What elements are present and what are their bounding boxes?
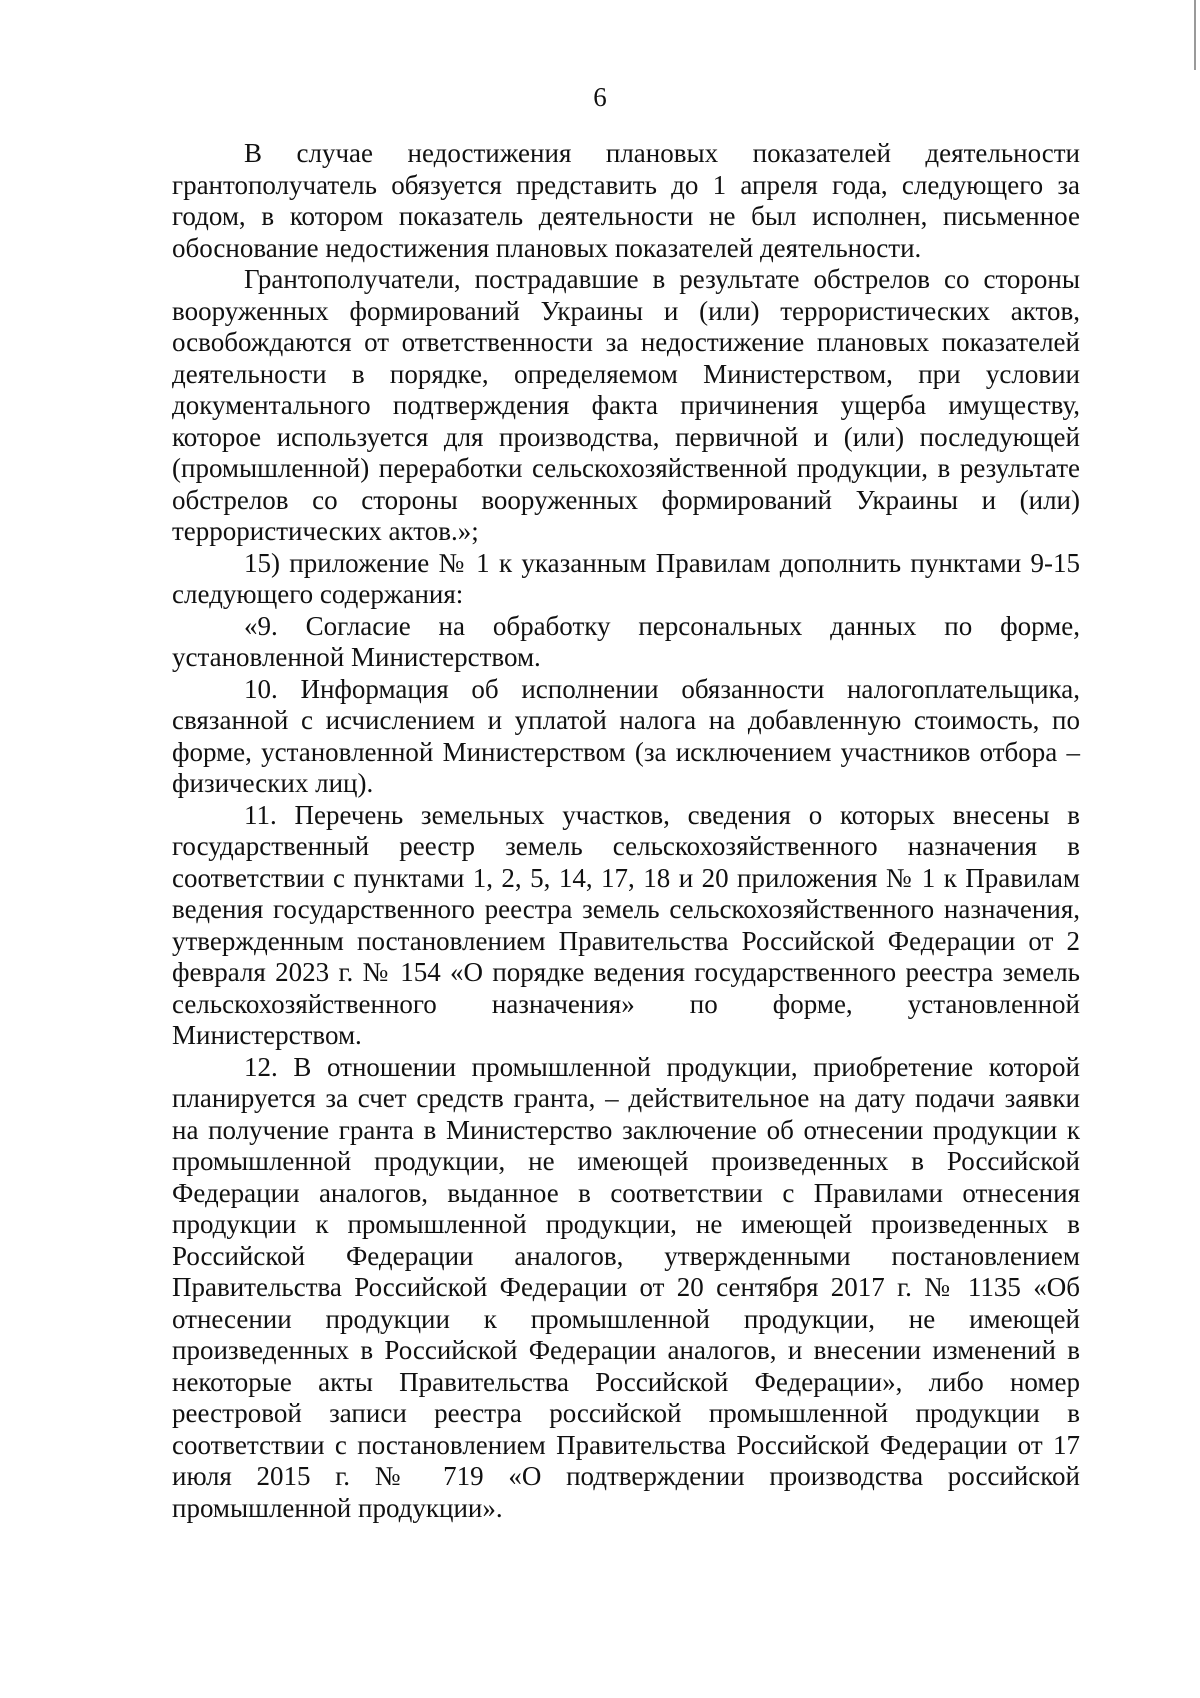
paragraph-shelling-exemption: Грантополучатели, пострадавшие в результате обстрелов со стороны вооруженных формирований Украины и (или) террористических актов, освобождаются от ответственности за недостижение плановых показателей деятельности в порядке, определяемом Министерством, при условии документального подтверждения факта причинения ущерба имуществу, которое используется для производства, первичной и (или) последующей (промышленной) переработки сельскохозяйственной продукции, в результате обстрелов со стороны вооруженных формирований Украины и (или) террористических актов.»; bbox=[172, 264, 1080, 546]
paragraph-point-12: 12. В отношении промышленной продукции, приобретение которой планируется за счет средств гранта, – действительное на дату подачи заявки на получение гранта в Министерство заключение об отнесении продукции к промышленной продукции, не имеющей произведенных в Российской Федерации аналогов, выданное в соответствии с Правилами отнесения продукции к промышленной продукции, не имеющей произведенных в Российской Федерации аналогов, утвержденными постановлением Правительства Российской Федерации от 20 сентября 2017 г. № 1135 «Об отнесении продукции к промышленной продукции, не имеющей произведенных в Российской Федерации аналогов, и внесении изменений в некоторые акты Правительства Российской Федерации», либо номер реестровой записи реестра российской промышленной продукции в соответствии с постановлением Правительства Российской Федерации от 17 июля 2015 г. № 719 «О подтверждении производства российской промышленной продукции». bbox=[172, 1051, 1080, 1523]
paragraph-point-11: 11. Перечень земельных участков, сведения о которых внесены в государственный реестр земель сельскохозяйственного назначения в соответствии с пунктами 1, 2, 5, 14, 17, 18 и 20 приложения № 1 к Правилам ведения государственного реестра земель сельскохозяйственного назначения, утвержденным постановлением Правительства Российской Федерации от 2 февраля 2023 г. № 154 «О порядке ведения государственного реестра земель сельскохозяйственного назначения» по форме, установленной Министерством. bbox=[172, 799, 1080, 1050]
paragraph-plan-indicators: В случае недостижения плановых показателей деятельности грантополучатель обязуется представить до 1 апреля года, следующего за годом, в котором показатель деятельности не был исполнен, письменное обоснование недостижения плановых показателей деятельности. bbox=[172, 138, 1080, 263]
page-number: 6 bbox=[593, 82, 607, 112]
paragraph-item-15: 15) приложение № 1 к указанным Правилам дополнить пунктами 9-15 следующего содержания: bbox=[172, 547, 1080, 609]
paragraph-point-10: 10. Информация об исполнении обязанности налогоплательщика, связанной с исчислением и уплатой налога на добавленную стоимость, по форме, установленной Министерством (за исключением участников отбора – физических лиц). bbox=[172, 673, 1080, 798]
document-body bbox=[172, 138, 1080, 1524]
scan-edge-line bbox=[1194, 0, 1196, 70]
paragraph-point-9: «9. Согласие на обработку персональных данных по форме, установленной Министерством. bbox=[172, 610, 1080, 672]
